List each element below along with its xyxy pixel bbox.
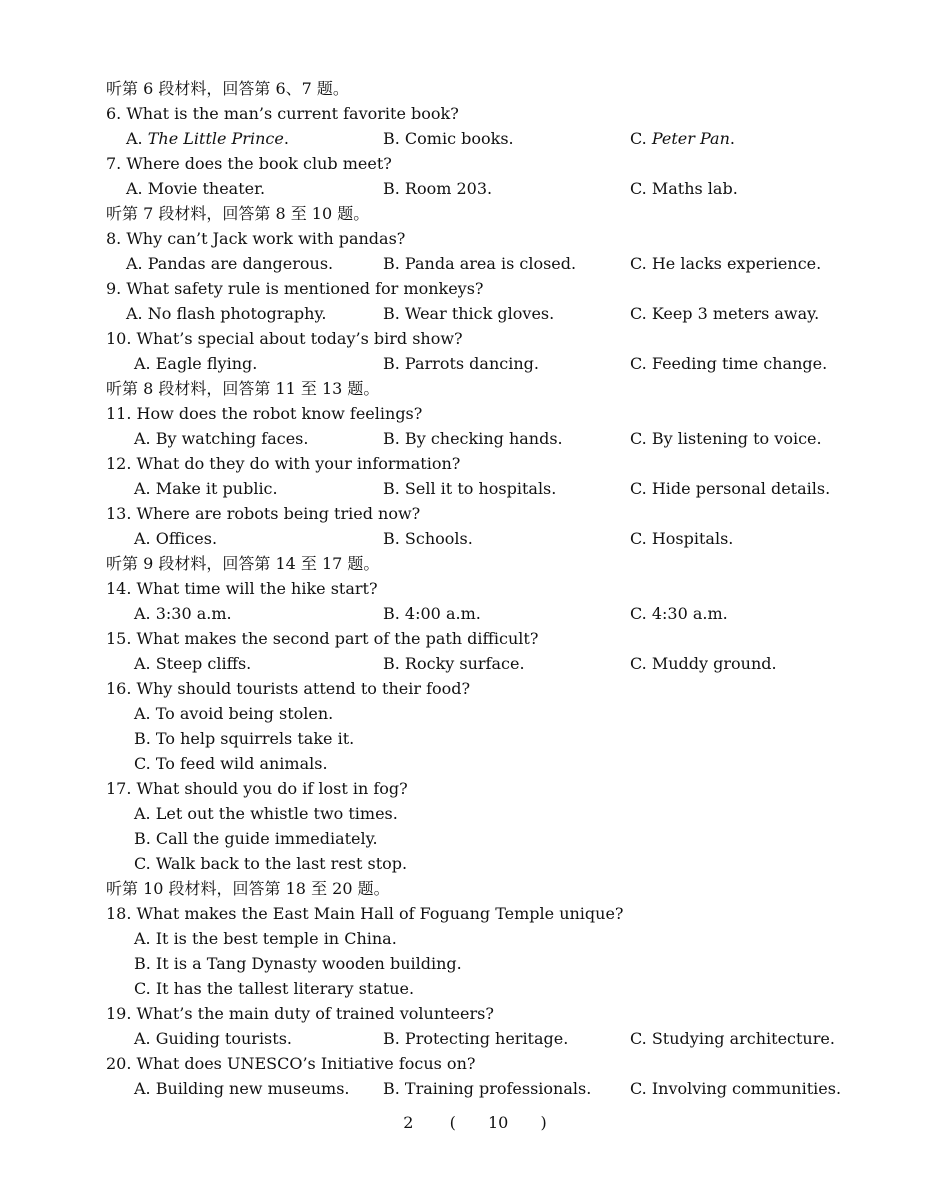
question-stem: 17. What should you do if lost in fog? [106, 779, 408, 798]
section-header: 听第 8 段材料，回答第 11 至 13 题。 [106, 379, 380, 398]
options-row [106, 426, 866, 451]
option-b: B. Call the guide immediately. [134, 829, 378, 848]
option-b: B. Protecting heritage. [383, 1029, 569, 1048]
option-c: C. 4:30 a.m. [630, 604, 728, 623]
options-row [106, 601, 866, 626]
question-stem: 19. What’s the main duty of trained volunteers? [106, 1004, 494, 1023]
option-c: C. Peter Pan. [630, 129, 735, 148]
option-c: C. Maths lab. [630, 179, 738, 198]
option-b: B. Schools. [383, 529, 473, 548]
option-b: B. Comic books. [383, 129, 514, 148]
question-stem: 8. Why can’t Jack work with pandas? [106, 229, 406, 248]
options-row [106, 476, 866, 501]
option-c: C. To feed wild animals. [134, 754, 328, 773]
option-b: B. Sell it to hospitals. [383, 479, 557, 498]
section-header: 听第 7 段材料，回答第 8 至 10 题。 [106, 204, 370, 223]
option-c: C. Walk back to the last rest stop. [134, 854, 408, 873]
option-a: A. To avoid being stolen. [134, 704, 334, 723]
option-c: C. Involving communities. [630, 1079, 842, 1098]
book-title: The Little Prince [147, 129, 284, 148]
exam-page [106, 76, 866, 1101]
option-a: A. Eagle flying. [134, 354, 258, 373]
option-b: B. It is a Tang Dynasty wooden building. [134, 954, 462, 973]
footer-paren-open: ( [449, 1113, 456, 1132]
book-title: Peter Pan [651, 129, 730, 148]
question-stem: 14. What time will the hike start? [106, 579, 378, 598]
question-stem: 15. What makes the second part of the path difficult? [106, 629, 539, 648]
question-stem: 10. What’s special about today’s bird show? [106, 329, 463, 348]
option-c: C. Feeding time change. [630, 354, 828, 373]
footer-paren-close: ) [540, 1113, 547, 1132]
section-header: 听第 6 段材料，回答第 6、7 题。 [106, 79, 349, 98]
option-b: B. Panda area is closed. [383, 254, 577, 273]
option-a: A. By watching faces. [134, 429, 309, 448]
option-c: C. Keep 3 meters away. [630, 304, 820, 323]
option-a: A. 3:30 a.m. [134, 604, 232, 623]
question-stem: 16. Why should tourists attend to their food? [106, 679, 471, 698]
options-row [106, 351, 866, 376]
page-number: 2 [403, 1113, 414, 1132]
question-stem: 20. What does UNESCO’s Initiative focus on? [106, 1054, 476, 1073]
section-header: 听第 10 段材料，回答第 18 至 20 题。 [106, 879, 390, 898]
option-a: A. Pandas are dangerous. [126, 254, 334, 273]
option-c: C. By listening to voice. [630, 429, 822, 448]
option-b: B. Training professionals. [383, 1079, 592, 1098]
option-b: B. To help squirrels take it. [134, 729, 355, 748]
option-c: C. Hospitals. [630, 529, 734, 548]
section-header: 听第 9 段材料，回答第 14 至 17 题。 [106, 554, 380, 573]
option-a: A. The Little Prince. [126, 129, 289, 148]
option-b: B. Rocky surface. [383, 654, 525, 673]
option-b: B. Wear thick gloves. [383, 304, 555, 323]
option-a: A. Movie theater. [126, 179, 266, 198]
option-c: C. Hide personal details. [630, 479, 831, 498]
options-row [106, 526, 866, 551]
options-row [106, 1026, 866, 1051]
page-footer [0, 1112, 950, 1134]
options-row [106, 301, 866, 326]
option-a: A. No flash photography. [126, 304, 327, 323]
option-a: A. Guiding tourists. [134, 1029, 292, 1048]
option-b: B. Room 203. [383, 179, 493, 198]
option-b: B. 4:00 a.m. [383, 604, 481, 623]
question-stem: 11. How does the robot know feelings? [106, 404, 423, 423]
options-row [106, 651, 866, 676]
option-c: C. Muddy ground. [630, 654, 777, 673]
options-row [106, 176, 866, 201]
question-stem: 12. What do they do with your information? [106, 454, 461, 473]
question-stem: 18. What makes the East Main Hall of Foguang Temple unique? [106, 904, 624, 923]
option-a: A. It is the best temple in China. [134, 929, 397, 948]
options-row [106, 126, 866, 151]
options-row [106, 1076, 866, 1101]
question-stem: 7. Where does the book club meet? [106, 154, 392, 173]
option-c: C. It has the tallest literary statue. [134, 979, 415, 998]
options-row [106, 251, 866, 276]
option-a: A. Make it public. [134, 479, 278, 498]
question-stem: 9. What safety rule is mentioned for monkeys? [106, 279, 484, 298]
option-a: A. Building new museums. [134, 1079, 350, 1098]
total-pages: 10 [488, 1113, 509, 1132]
question-stem: 13. Where are robots being tried now? [106, 504, 421, 523]
option-a: A. Offices. [134, 529, 218, 548]
option-b: B. Parrots dancing. [383, 354, 539, 373]
option-c: C. Studying architecture. [630, 1029, 835, 1048]
option-a: A. Let out the whistle two times. [134, 804, 398, 823]
option-b: B. By checking hands. [383, 429, 563, 448]
question-stem: 6. What is the man’s current favorite book? [106, 104, 459, 123]
option-a: A. Steep cliffs. [134, 654, 252, 673]
option-c: C. He lacks experience. [630, 254, 822, 273]
